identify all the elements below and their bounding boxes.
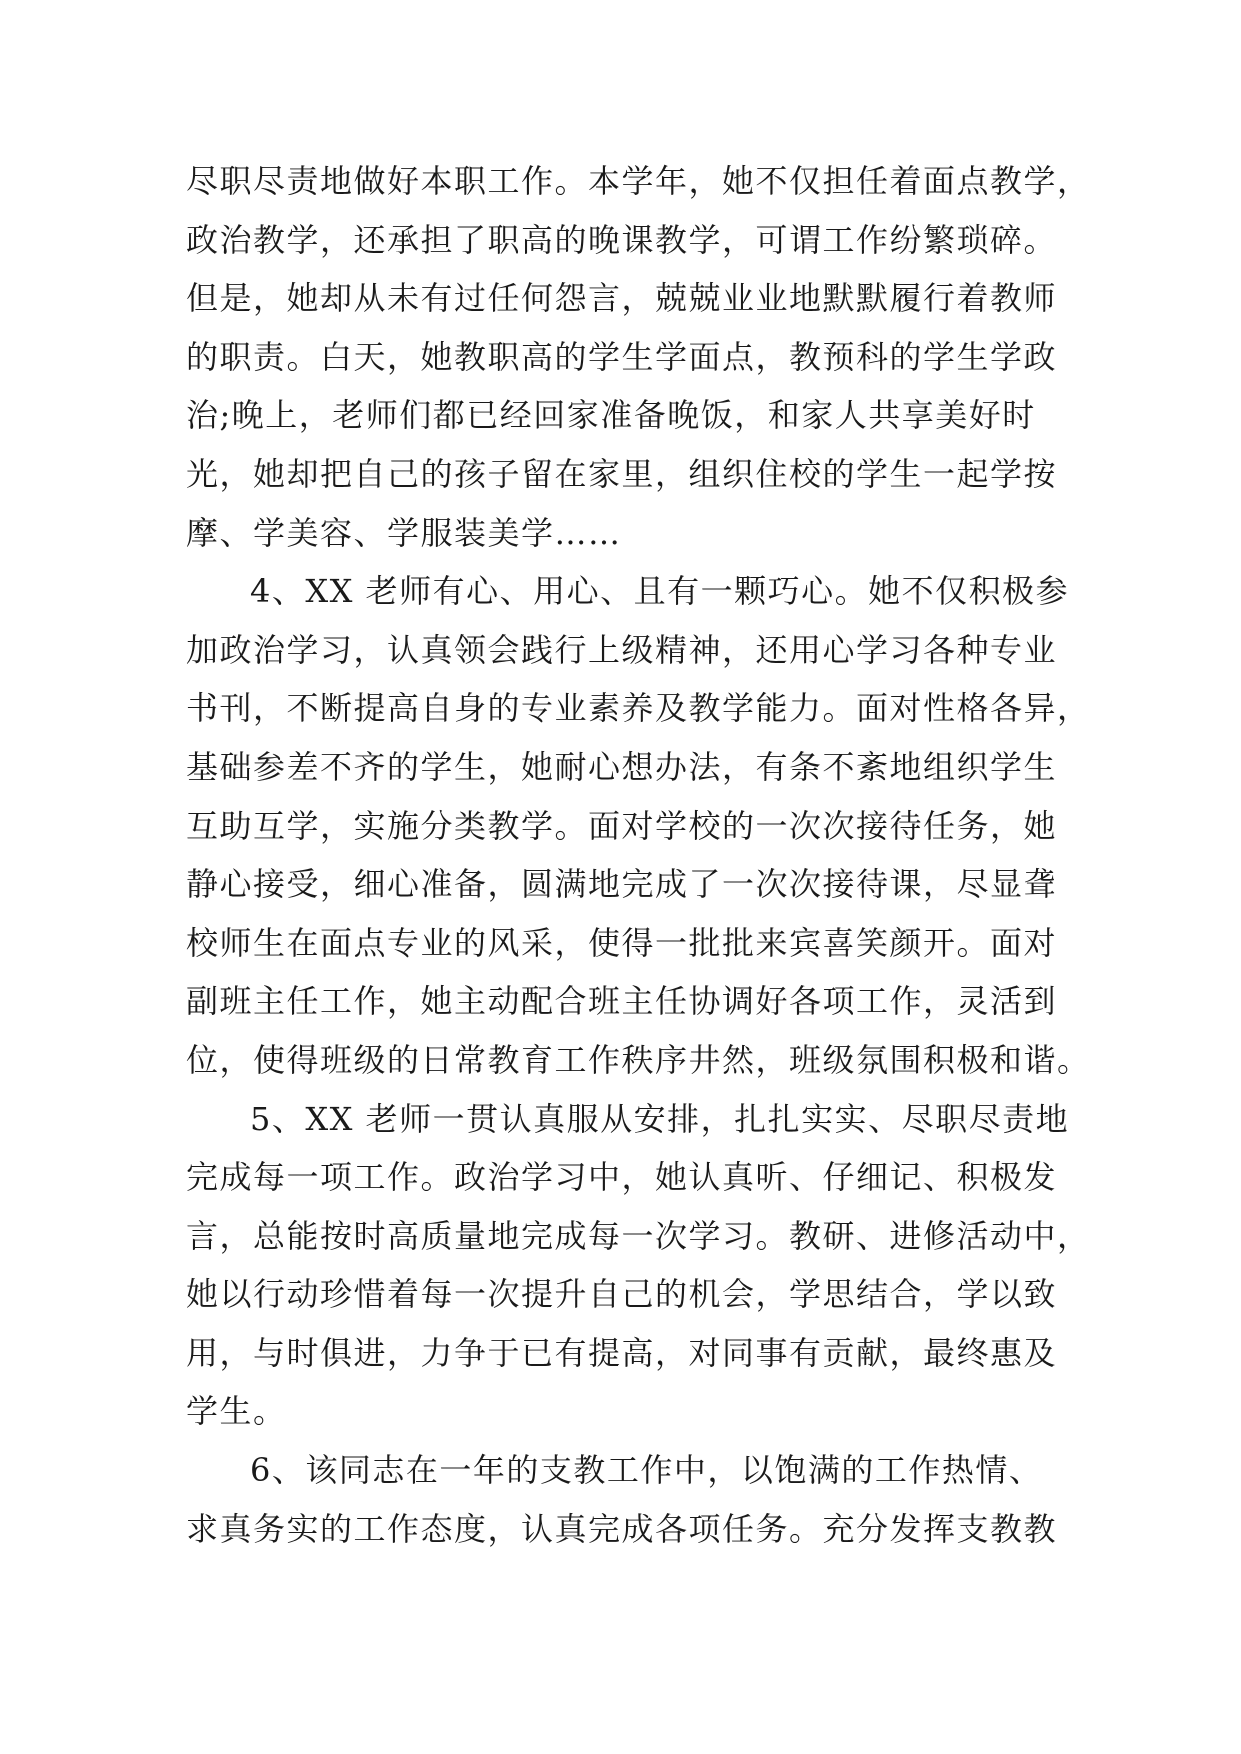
paragraph-item-6 [186, 1441, 1058, 1558]
text-line: 书刊，不断提高自身的专业素养及教学能力。面对性格各异， [186, 689, 1091, 728]
text-line: 光，她却把自己的孩子留在家里，组织住校的学生一起学按 [186, 454, 1058, 493]
text-line: 言，总能按时高质量地完成每一次学习。教研、进修活动中， [186, 1216, 1091, 1255]
text-line: 政治教学，还承担了职高的晚课教学，可谓工作纷繁琐碎。 [186, 220, 1058, 259]
paragraph-1 [186, 152, 1091, 562]
text-line: 治;晚上，老师们都已经回家准备晚饭，和家人共享美好时 [186, 396, 1036, 435]
text-line: 完成每一项工作。政治学习中，她认真听、仔细记、积极发 [186, 1158, 1058, 1197]
text-line: 她以行动珍惜着每一次提升自己的机会，学思结合，学以致 [186, 1275, 1058, 1314]
document-body [186, 152, 1091, 1558]
text-line: 用，与时俱进，力争于已有提高，对同事有贡献，最终惠及 [186, 1333, 1058, 1372]
text-line: 学生。 [186, 1392, 287, 1431]
text-line: 求真务实的工作态度，认真完成各项任务。充分发挥支教教 [186, 1509, 1058, 1548]
text-line: 基础参差不齐的学生，她耐心想办法，有条不紊地组织学生 [186, 747, 1058, 786]
text-line: 摩、学美容、学服装美学…… [186, 513, 622, 552]
paragraph-item-4 [186, 562, 1091, 1089]
paragraph-item-5 [186, 1090, 1091, 1442]
text-line: 6、该同志在一年的支教工作中，以饱满的工作热情、 [250, 1451, 1043, 1490]
text-line: 但是，她却从未有过任何怨言，兢兢业业地默默履行着教师 [186, 279, 1058, 318]
text-line: 尽职尽责地做好本职工作。本学年，她不仅担任着面点教学， [186, 162, 1091, 200]
text-line: 静心接受，细心准备，圆满地完成了一次次接待课，尽显聋 [186, 865, 1058, 904]
text-line: 的职责。白天，她教职高的学生学面点，教预科的学生学政 [186, 337, 1058, 376]
text-line: 5、XX 老师一贯认真服从安排，扎扎实实、尽职尽责地 [250, 1099, 1070, 1138]
text-line: 副班主任工作，她主动配合班主任协调好各项工作，灵活到 [186, 982, 1058, 1021]
text-line: 互助互学，实施分类教学。面对学校的一次次接待任务，她 [186, 806, 1058, 845]
text-line: 位，使得班级的日常教育工作秩序井然，班级氛围积极和谐。 [186, 1040, 1091, 1079]
text-line: 加政治学习，认真领会践行上级精神，还用心学习各种专业 [186, 630, 1058, 669]
text-line: 校师生在面点专业的风采，使得一批批来宾喜笑颜开。面对 [186, 923, 1058, 962]
text-line: 4、XX 老师有心、用心、且有一颗巧心。她不仅积极参 [250, 572, 1070, 611]
